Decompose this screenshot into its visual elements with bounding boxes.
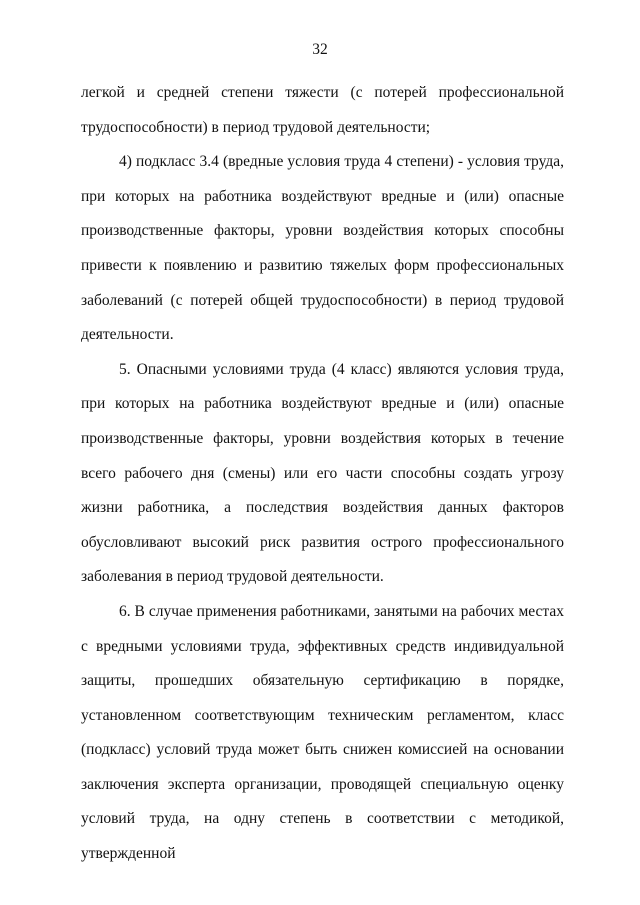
paragraph-continuation: легкой и средней степени тяжести (с потерей профессиональной трудоспособности) в период трудовой деятельности;: [81, 84, 564, 136]
paragraph-item-6: 6. В случае применения работниками, занятыми на рабочих местах с вредными условиями труда, эффективных средств индивидуальной защиты, прошедших обязательную сертификацию в порядке, установленном соответствующим техническим регламентом, класс (подкласс) условий труда может быть снижен комиссией на основании заключения эксперта организации, проводящей специальную оценку условий труда, на одну степень в соответствии с методикой, утвержденной: [81, 602, 564, 863]
paragraph-subclass-3-4: 4) подкласс 3.4 (вредные условия труда 4 степени) - условия труда, при которых на работника воздействуют вредные и (или) опасные производственные факторы, уровни воздействия которых способны привести к появлению и развитию тяжелых форм профессиональных заболеваний (с потерей общей трудоспособности) в период трудовой деятельности.: [81, 153, 564, 344]
paragraph-item-5: 5. Опасными условиями труда (4 класс) являются условия труда, при которых на работника воздействуют вредные и (или) опасные производственные факторы, уровни воздействия которых в течение всего рабочего дня (смены) или его части способны создать угрозу жизни работника, а последствия воздействия данных факторов обусловливают высокий риск развития острого профессионального заболевания в период трудовой деятельности.: [81, 360, 564, 586]
document-body: [81, 76, 564, 872]
page-number: 32: [312, 41, 328, 58]
